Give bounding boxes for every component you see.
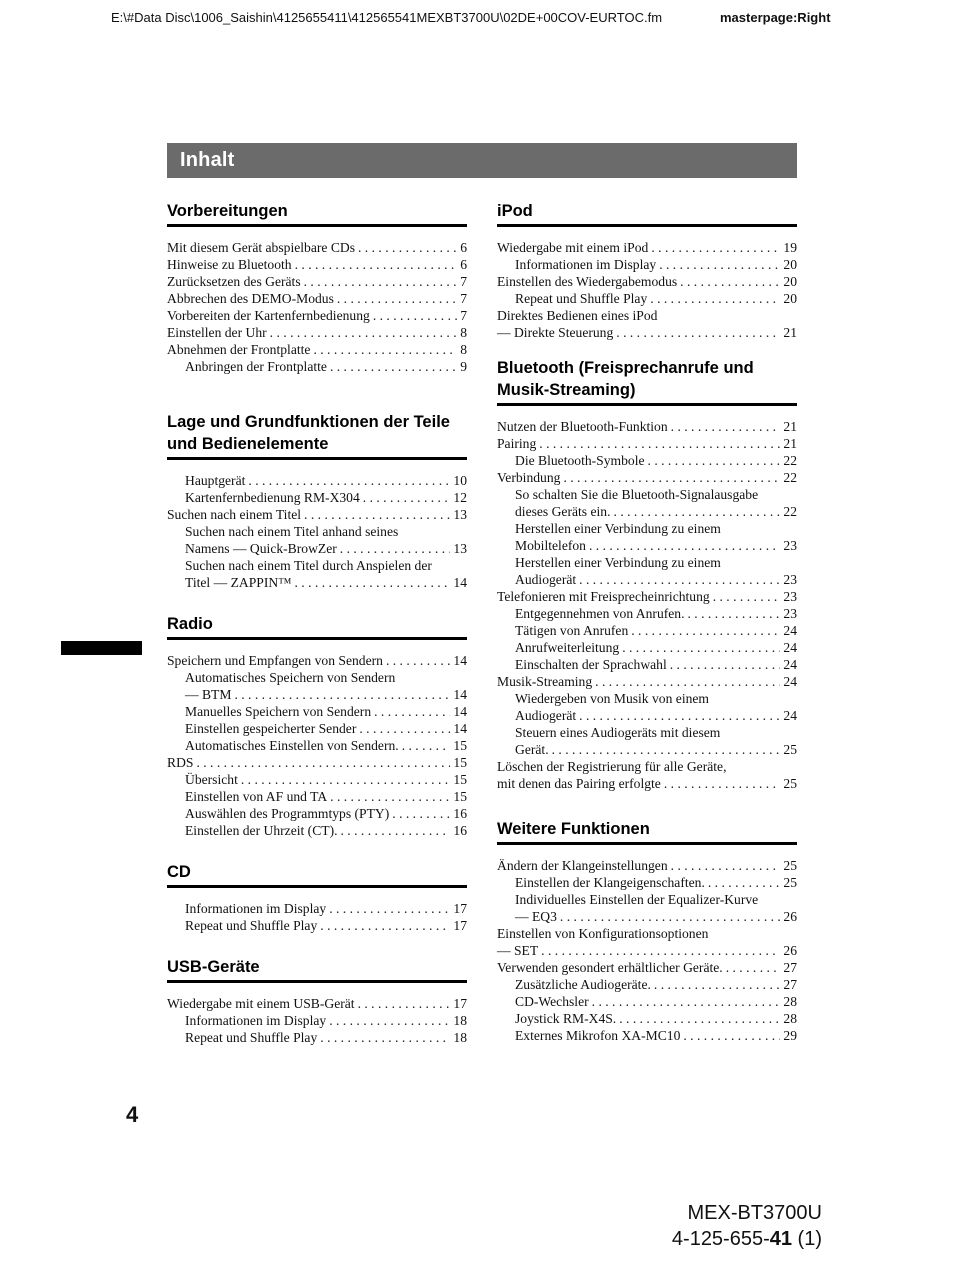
toc-entry[interactable] (167, 358, 467, 375)
dot-leader (330, 358, 457, 375)
toc-section (167, 200, 467, 375)
toc-page-number: 15 (453, 772, 467, 787)
toc-page-number: 13 (453, 541, 467, 556)
toc-entry[interactable] (497, 256, 797, 273)
dot-leader (659, 256, 780, 273)
toc-page-number: 15 (453, 755, 467, 770)
toc-entry[interactable] (497, 324, 797, 341)
toc-page-number: 28 (783, 1011, 797, 1026)
toc-entry-label: Audiogerät (515, 708, 577, 723)
toc-entry[interactable] (167, 540, 467, 557)
toc-entry-label: Einstellen von AF und TA (185, 789, 328, 804)
dot-leader (595, 673, 780, 690)
dot-leader (560, 908, 780, 925)
toc-page-number: 7 (460, 274, 467, 289)
toc-entry[interactable] (167, 995, 467, 1012)
toc-page-number: 21 (783, 419, 797, 434)
toc-entry-label: Speichern und Empfangen von Sendern (167, 653, 383, 668)
toc-page-number: 14 (453, 721, 467, 736)
toc-page-number: 16 (453, 806, 467, 821)
dot-leader (330, 788, 450, 805)
toc-page-number: 24 (783, 640, 797, 655)
dot-leader (340, 540, 451, 557)
toc-entry[interactable] (497, 741, 797, 758)
dot-leader (363, 489, 451, 506)
dot-leader (541, 942, 780, 959)
toc-page-number: 18 (453, 1013, 467, 1028)
toc-right-column (497, 200, 797, 1044)
toc-page-number: 26 (783, 909, 797, 924)
model-name: MEX-BT3700U (687, 1202, 822, 1224)
toc-page-number: 6 (460, 257, 467, 272)
toc-line: Herstellen einer Verbindung zu einem (515, 555, 721, 570)
toc-entry-label: Namens — Quick-BrowZer (185, 541, 337, 556)
toc-entry[interactable] (497, 273, 797, 290)
toc-page-number: 25 (783, 875, 797, 890)
toc-entry-label: Mit diesem Gerät abspielbare CDs (167, 240, 355, 255)
toc-entry[interactable] (497, 707, 797, 724)
dot-leader (270, 324, 458, 341)
toc-entry-label: Vorbereiten der Kartenfernbedienung (167, 308, 370, 323)
toc-page-number: 13 (453, 507, 467, 522)
dot-leader (329, 900, 450, 917)
model-info (600, 1200, 822, 1252)
dot-leader (295, 256, 458, 273)
dot-leader (664, 775, 781, 792)
toc-page-number: 9 (460, 359, 467, 374)
toc-entry[interactable] (497, 605, 797, 622)
toc-entry[interactable] (497, 1010, 797, 1027)
side-tab-marker (61, 641, 142, 655)
dot-leader (248, 472, 450, 489)
toc-entry-label: Zurücksetzen des Geräts (167, 274, 301, 289)
section-heading: USB-Geräte (167, 956, 467, 983)
toc-page-number: 8 (460, 325, 467, 340)
section-heading: CD (167, 861, 467, 888)
toc-section (497, 357, 797, 792)
toc-entry-label: Hauptgerät (185, 473, 246, 488)
dot-leader (622, 639, 780, 656)
toc-line: Individuelles Einstellen der Equalizer-Kurve (515, 892, 759, 907)
toc-entry-label: — Direkte Steuerung (497, 325, 614, 340)
toc-page-number: 24 (783, 657, 797, 672)
toc-section (167, 411, 467, 591)
toc-page-number: 18 (453, 1030, 467, 1045)
toc-entry[interactable] (167, 506, 467, 523)
toc-line: Löschen der Registrierung für alle Geräte, (497, 759, 727, 774)
toc-page-number: 14 (453, 653, 467, 668)
toc-entry-label: Abbrechen des DEMO-Modus (167, 291, 334, 306)
toc-page-number: 23 (783, 606, 797, 621)
toc-entry-label: Ändern der Klangeinstellungen (497, 858, 668, 873)
toc-page-number: 10 (453, 473, 467, 488)
toc-section (497, 818, 797, 1044)
toc-page-number: 19 (783, 240, 797, 255)
dot-leader (402, 737, 451, 754)
toc-entry[interactable] (497, 908, 797, 925)
toc-page-number: 26 (783, 943, 797, 958)
dot-leader (196, 754, 450, 771)
toc-entry-label: Verwenden gesondert erhältlicher Geräte. (497, 960, 723, 975)
toc-entry[interactable] (497, 622, 797, 639)
toc-entry-label: Kartenfernbedienung RM-X304 (185, 490, 360, 505)
toc-entry[interactable] (167, 324, 467, 341)
toc-entry[interactable] (497, 857, 797, 874)
toc-entry[interactable] (167, 341, 467, 358)
toc-entry-label: Anrufweiterleitung (515, 640, 620, 655)
toc-entry[interactable] (497, 418, 797, 435)
toc-entry[interactable] (497, 588, 797, 605)
toc-entry-label: — BTM (185, 687, 232, 702)
toc-entry-label: Gerät. (515, 742, 549, 757)
toc-entry[interactable] (497, 874, 797, 891)
toc-entry[interactable] (497, 571, 797, 588)
toc-page-number: 14 (453, 575, 467, 590)
toc-entry[interactable] (167, 290, 467, 307)
toc-entry-label: Zusätzliche Audiogeräte. (515, 977, 651, 992)
toc-entry-label: Manuelles Speichern von Sendern (185, 704, 372, 719)
toc-entry[interactable] (167, 686, 467, 703)
toc-entry[interactable] (497, 435, 797, 452)
toc-page-number: 20 (783, 274, 797, 289)
toc-page-number: 7 (460, 308, 467, 323)
toc-page-number: 6 (460, 240, 467, 255)
page-number: 4 (126, 1102, 139, 1127)
toc-page-number: 23 (783, 572, 797, 587)
toc-entry-label: Repeat und Shuffle Play (185, 918, 318, 933)
dot-leader (619, 1010, 780, 1027)
toc-entry[interactable] (167, 737, 467, 754)
toc-line: Herstellen einer Verbindung zu einem (515, 521, 721, 536)
toc-page-number: 17 (453, 901, 467, 916)
toc-entry-label: Repeat und Shuffle Play (185, 1030, 318, 1045)
toc-entry[interactable] (497, 639, 797, 656)
dot-leader (304, 506, 450, 523)
toc-entry-label: — SET (497, 943, 539, 958)
dot-leader (592, 993, 781, 1010)
toc-entry-label: Einstellen des Wiedergabemodus (497, 274, 678, 289)
toc-section (167, 861, 467, 934)
toc-entry-label: Wiedergabe mit einem USB-Gerät (167, 996, 355, 1011)
toc-page-number: 27 (783, 960, 797, 975)
dot-leader (329, 1012, 450, 1029)
toc-page-number: 14 (453, 687, 467, 702)
dot-leader (552, 741, 781, 758)
dot-leader (320, 1029, 450, 1046)
toc-entry[interactable] (497, 452, 797, 469)
dot-leader (392, 805, 450, 822)
toc-page-number: 7 (460, 291, 467, 306)
toc-entry[interactable] (497, 942, 797, 959)
toc-page-number: 16 (453, 823, 467, 838)
section-heading: Lage und Grundfunktionen der Teile und Bedienelemente (167, 411, 467, 460)
dot-leader (359, 720, 450, 737)
toc-entry[interactable] (167, 239, 467, 256)
toc-entry[interactable] (167, 822, 467, 839)
dot-leader (234, 686, 450, 703)
dot-leader (726, 959, 781, 976)
toc-entry[interactable] (167, 307, 467, 324)
dot-leader (589, 537, 780, 554)
toc-page-number: 15 (453, 789, 467, 804)
dot-leader (337, 290, 457, 307)
toc-page-number: 22 (783, 453, 797, 468)
toc-page-number: 24 (783, 623, 797, 638)
dot-leader (650, 290, 780, 307)
toc-entry[interactable] (497, 656, 797, 673)
toc-page-number: 25 (783, 858, 797, 873)
toc-entry-label: Die Bluetooth-Symbole (515, 453, 645, 468)
toc-entry[interactable] (167, 472, 467, 489)
dot-leader (358, 239, 457, 256)
toc-line: Einstellen von Konfigurationsoptionen (497, 926, 709, 941)
toc-entry[interactable] (167, 720, 467, 737)
toc-page-number: 25 (783, 776, 797, 791)
toc-section (167, 613, 467, 839)
toc-entry-label: Entgegennehmen von Anrufen. (515, 606, 685, 621)
toc-entry[interactable] (167, 900, 467, 917)
dot-leader (539, 435, 780, 452)
toc-page-number: 17 (453, 918, 467, 933)
toc-entry-label: Einstellen der Uhr (167, 325, 267, 340)
toc-entry-label: — EQ3 (515, 909, 557, 924)
section-heading: Bluetooth (Freisprechanrufe und Musik-Streaming) (497, 357, 797, 406)
toc-page-number: 24 (783, 674, 797, 689)
toc-page-number: 23 (783, 589, 797, 604)
toc-page-number: 22 (783, 470, 797, 485)
toc-line: So schalten Sie die Bluetooth-Signalausgabe (515, 487, 759, 502)
masterpage-label: masterpage:Right (720, 10, 831, 25)
dot-leader (616, 324, 780, 341)
toc-entry-label: Repeat und Shuffle Play (515, 291, 648, 306)
dot-leader (651, 239, 780, 256)
toc-entry-label: Joystick RM-X4S. (515, 1011, 617, 1026)
part-number: 4-125-655-41 (1) (671, 1228, 822, 1250)
toc-entry-label: Suchen nach einem Titel (167, 507, 302, 522)
dot-leader (671, 418, 781, 435)
toc-line: Direktes Bedienen eines iPod (497, 308, 658, 323)
toc-entry[interactable] (167, 771, 467, 788)
dot-leader (579, 707, 780, 724)
toc-entry[interactable] (167, 754, 467, 771)
toc-entry[interactable] (497, 976, 797, 993)
dot-leader (670, 656, 781, 673)
dot-leader (631, 622, 780, 639)
toc-entry[interactable] (497, 673, 797, 690)
toc-entry[interactable] (497, 503, 797, 520)
dot-leader (671, 857, 781, 874)
toc-page-number: 12 (453, 490, 467, 505)
toc-entry-label: Automatisches Einstellen von Sendern. (185, 738, 399, 753)
toc-entry[interactable] (167, 1012, 467, 1029)
dot-leader (304, 273, 458, 290)
toc-page-number: 28 (783, 994, 797, 1009)
toc-entry[interactable] (497, 993, 797, 1010)
toc-page-number: 20 (783, 291, 797, 306)
toc-page-number: 29 (783, 1028, 797, 1043)
toc-entry[interactable] (167, 489, 467, 506)
toc-line: Suchen nach einem Titel anhand seines (185, 524, 399, 539)
toc-entry-label: Telefonieren mit Freisprecheinrichtung (497, 589, 710, 604)
dot-leader (708, 874, 781, 891)
toc-entry[interactable] (167, 788, 467, 805)
toc-line: Wiedergeben von Musik von einem (515, 691, 710, 706)
toc-entry-label: Pairing (497, 436, 537, 451)
dot-leader (341, 822, 451, 839)
section-heading: Weitere Funktionen (497, 818, 797, 845)
dot-leader (241, 771, 451, 788)
page-title: Inhalt (180, 149, 235, 171)
dot-leader (648, 452, 781, 469)
section-heading: iPod (497, 200, 797, 227)
toc-page-number: 21 (783, 436, 797, 451)
toc-entry[interactable] (167, 1029, 467, 1046)
toc-entry-label: Verbindung (497, 470, 561, 485)
toc-entry-label: Mobiltelefon (515, 538, 586, 553)
toc-entry-label: Übersicht (185, 772, 238, 787)
toc-entry-label: Audiogerät (515, 572, 577, 587)
toc-entry[interactable] (167, 574, 467, 591)
toc-entry-label: mit denen das Pairing erfolgte (497, 776, 661, 791)
toc-entry-label: Informationen im Display (185, 1013, 327, 1028)
toc-page-number: 25 (783, 742, 797, 757)
toc-page-number: 27 (783, 977, 797, 992)
section-heading: Vorbereitungen (167, 200, 467, 227)
toc-line: Steuern eines Audiogeräts mit diesem (515, 725, 721, 740)
toc-page-number: 8 (460, 342, 467, 357)
dot-leader (683, 1027, 780, 1044)
toc-section (497, 200, 797, 341)
toc-line: Automatisches Speichern von Sendern (185, 670, 396, 685)
toc-entry-label: Musik-Streaming (497, 674, 593, 689)
toc-entry[interactable] (497, 469, 797, 486)
dot-leader (680, 273, 780, 290)
toc-entry-label: Nutzen der Bluetooth-Funktion (497, 419, 668, 434)
dot-leader (320, 917, 450, 934)
toc-entry[interactable] (167, 917, 467, 934)
toc-entry-label: Wiedergabe mit einem iPod (497, 240, 649, 255)
toc-entry[interactable] (167, 273, 467, 290)
section-heading: Radio (167, 613, 467, 640)
toc-page-number: 21 (783, 325, 797, 340)
dot-leader (358, 995, 451, 1012)
toc-entry-label: Externes Mikrofon XA-MC10 (515, 1028, 681, 1043)
dot-leader (563, 469, 780, 486)
toc-entry[interactable] (497, 290, 797, 307)
toc-entry-label: dieses Geräts ein. (515, 504, 611, 519)
dot-leader (295, 574, 451, 591)
dot-leader (313, 341, 457, 358)
toc-entry[interactable] (167, 652, 467, 669)
toc-entry-label: Einstellen gespeicherter Sender (185, 721, 357, 736)
toc-entry-label: Informationen im Display (185, 901, 327, 916)
toc-entry-label: RDS (167, 755, 194, 770)
toc-left-column (167, 200, 467, 1046)
toc-page-number: 15 (453, 738, 467, 753)
toc-page-number: 22 (783, 504, 797, 519)
toc-page-number: 14 (453, 704, 467, 719)
toc-entry-label: Tätigen von Anrufen (515, 623, 629, 638)
toc-entry[interactable] (167, 805, 467, 822)
toc-entry-label: Informationen im Display (515, 257, 657, 272)
toc-entry-label: Einstellen der Klangeigenschaften. (515, 875, 705, 890)
toc-page-number: 20 (783, 257, 797, 272)
toc-entry[interactable] (497, 1027, 797, 1044)
toc-entry-label: Einstellen der Uhrzeit (CT). (185, 823, 338, 838)
toc-entry-label: Anbringen der Frontplatte (185, 359, 327, 374)
toc-entry-label: Einschalten der Sprachwahl (515, 657, 667, 672)
contents-title-bar (167, 143, 797, 178)
toc-entry[interactable] (497, 537, 797, 554)
toc-entry[interactable] (497, 959, 797, 976)
toc-page-number: 24 (783, 708, 797, 723)
toc-line: Suchen nach einem Titel durch Anspielen der (185, 558, 432, 573)
dot-leader (688, 605, 781, 622)
toc-entry-label: Titel — ZAPPIN™ (185, 575, 292, 590)
dot-leader (374, 703, 450, 720)
dot-leader (386, 652, 450, 669)
toc-section (167, 956, 467, 1046)
dot-leader (614, 503, 781, 520)
dot-leader (373, 307, 457, 324)
toc-entry[interactable] (497, 775, 797, 792)
toc-entry-label: Abnehmen der Frontplatte (167, 342, 311, 357)
toc-entry[interactable] (167, 256, 467, 273)
dot-leader (713, 588, 781, 605)
toc-entry-label: Auswählen des Programmtyps (PTY) (185, 806, 390, 821)
toc-entry[interactable] (167, 703, 467, 720)
dot-leader (579, 571, 780, 588)
toc-entry[interactable] (497, 239, 797, 256)
toc-entry-label: Hinweise zu Bluetooth (167, 257, 292, 272)
toc-page-number: 17 (453, 996, 467, 1011)
toc-entry-label: CD-Wechsler (515, 994, 589, 1009)
dot-leader (654, 976, 781, 993)
file-path-header: E:\#Data Disc\1006_Saishin\4125655411\412565541MEXBT3700U\02DE+00COV-EURTOC.fm (111, 10, 663, 25)
toc-page-number: 23 (783, 538, 797, 553)
